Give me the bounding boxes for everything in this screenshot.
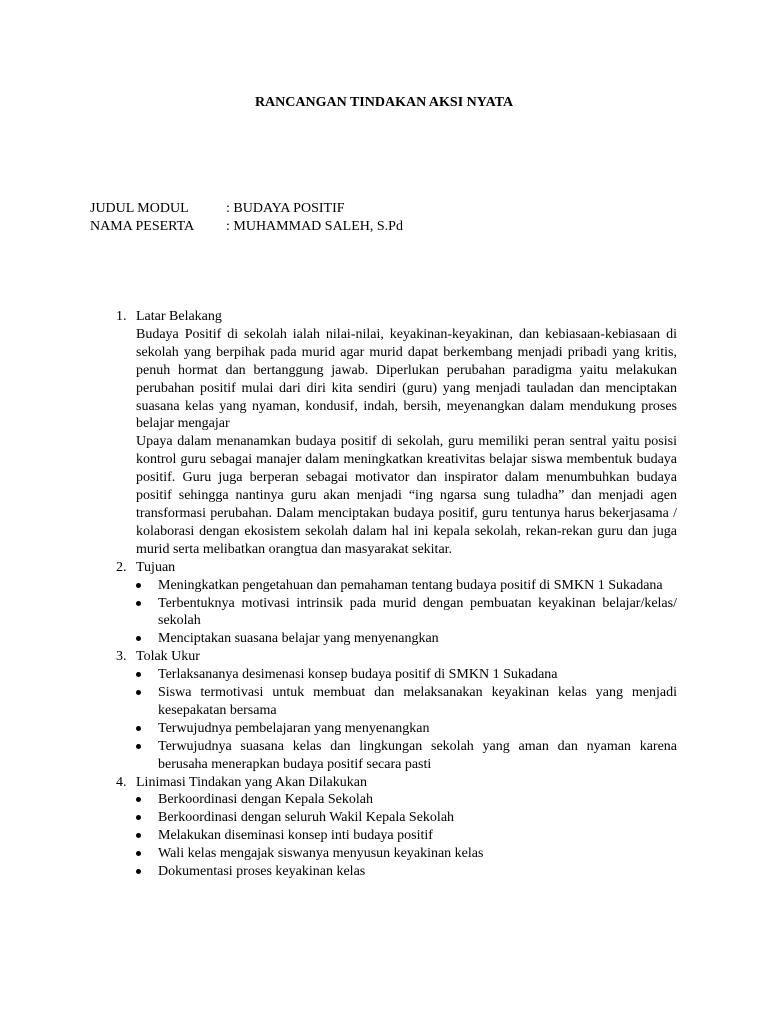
bullet-icon <box>136 684 158 720</box>
meta-value: : BUDAYA POSITIF <box>226 201 345 216</box>
section-heading: Tolak Ukur <box>136 649 200 665</box>
list-item: Terwujudnya suasana kelas dan lingkungan sekolah yang aman dan nyaman karena berusaha menerapkan budaya positif secara pasti <box>136 738 677 774</box>
bullet-icon <box>136 666 158 684</box>
list-item: Melakukan diseminasi konsep inti budaya positif <box>136 827 677 845</box>
meta-label: NAMA PESERTA <box>90 219 195 234</box>
section-number: 2. <box>116 559 127 575</box>
list-item: Dokumentasi proses keyakinan kelas <box>136 863 677 881</box>
section-content <box>136 774 677 881</box>
bullet-icon <box>136 720 158 738</box>
list-item: Terbentuknya motivasi intrinsik pada murid dengan pembuatan keyakinan belajar/kelas/ sekolah <box>136 595 677 631</box>
document-body <box>104 308 677 881</box>
bullet-icon <box>136 577 158 595</box>
section-number: 3. <box>116 649 127 665</box>
document-title: RANCANGAN TINDAKAN AKSI NYATA <box>254 95 514 110</box>
bullet-icon <box>136 845 158 863</box>
bullet-list <box>136 577 677 649</box>
section-benchmarks <box>104 648 677 773</box>
list-item: Berkoordinasi dengan seluruh Wakil Kepala Sekolah <box>136 809 677 827</box>
paragraph: Budaya Positif di sekolah ialah nilai-nilai, keyakinan-keyakinan, dan kebiasaan-kebiasaan di sekolah yang berpihak pada murid agar murid dapat berkembang menjadi pribadi yang kritis, penuh hormat dan bertanggung jawab. Diperlukan perubahan paradigma yaitu melakukan perubahan positif mulai dari diri kita sendiri (guru) yang menjadi tauladan dan menciptakan suasana kelas yang nyaman, kondusif, indah, bersih, meyenangkan dalam mendukung proses belajar mengajar <box>136 326 677 432</box>
section-heading: Tujuan <box>136 559 176 575</box>
bullet-icon <box>136 863 158 881</box>
section-number: 4. <box>116 774 127 790</box>
bullet-icon <box>136 809 158 827</box>
meta-value: : MUHAMMAD SALEH, S.Pd <box>226 219 403 234</box>
paragraph: Upaya dalam menanamkan budaya positif di sekolah, guru memiliki peran sentral yaitu posisi kontrol guru sebagai manajer dalam meningkatkan kreativitas belajar siswa membentuk budaya positif. Guru juga berperan sebagai motivator dan inspirator dalam menumbuhkan budaya positif sehingga nantinya guru akan menjadi “ing ngarsa sung tuladha” dan menjadi agen transformasi perubahan. Dalam menciptakan budaya positif, guru tentunya harus bekerjasama / kolaborasi dengan ekosistem sekolah dalam hal ini kepala sekolah, rekan-rekan guru dan juga murid serta melibatkan orangtua dan masyarakat sekitar. <box>136 434 677 557</box>
bullet-icon <box>136 595 158 631</box>
bullet-list <box>136 666 677 773</box>
section-content <box>136 559 677 649</box>
bullet-icon <box>136 791 158 809</box>
meta-row-participant <box>90 218 403 236</box>
list-item: Terlaksananya desimenasi konsep budaya positif di SMKN 1 Sukadana <box>136 666 677 684</box>
section-content <box>136 648 677 773</box>
bullet-icon <box>136 630 158 648</box>
section-action-timeline <box>104 774 677 881</box>
section-background <box>104 308 677 559</box>
bullet-icon <box>136 738 158 774</box>
bullet-list <box>136 791 677 881</box>
list-item: Meningkatkan pengetahuan dan pemahaman tentang budaya positif di SMKN 1 Sukadana <box>136 577 677 595</box>
section-content <box>136 308 677 559</box>
list-item: Wali kelas mengajak siswanya menyusun keyakinan kelas <box>136 845 677 863</box>
meta-label: JUDUL MODUL <box>90 201 189 216</box>
section-goals <box>104 559 677 649</box>
section-heading: Linimasi Tindakan yang Akan Dilakukan <box>136 774 367 790</box>
bullet-icon <box>136 827 158 845</box>
section-heading: Latar Belakang <box>136 309 222 324</box>
list-item: Berkoordinasi dengan Kepala Sekolah <box>136 791 677 809</box>
list-item: Siswa termotivasi untuk membuat dan melaksanakan keyakinan kelas yang menjadi kesepakatan bersama <box>136 684 677 720</box>
meta-row-module <box>90 200 403 218</box>
list-item: Menciptakan suasana belajar yang menyenangkan <box>136 630 677 648</box>
list-item: Terwujudnya pembelajaran yang menyenangkan <box>136 720 677 738</box>
document-meta <box>90 200 403 236</box>
section-number: 1. <box>116 309 127 324</box>
